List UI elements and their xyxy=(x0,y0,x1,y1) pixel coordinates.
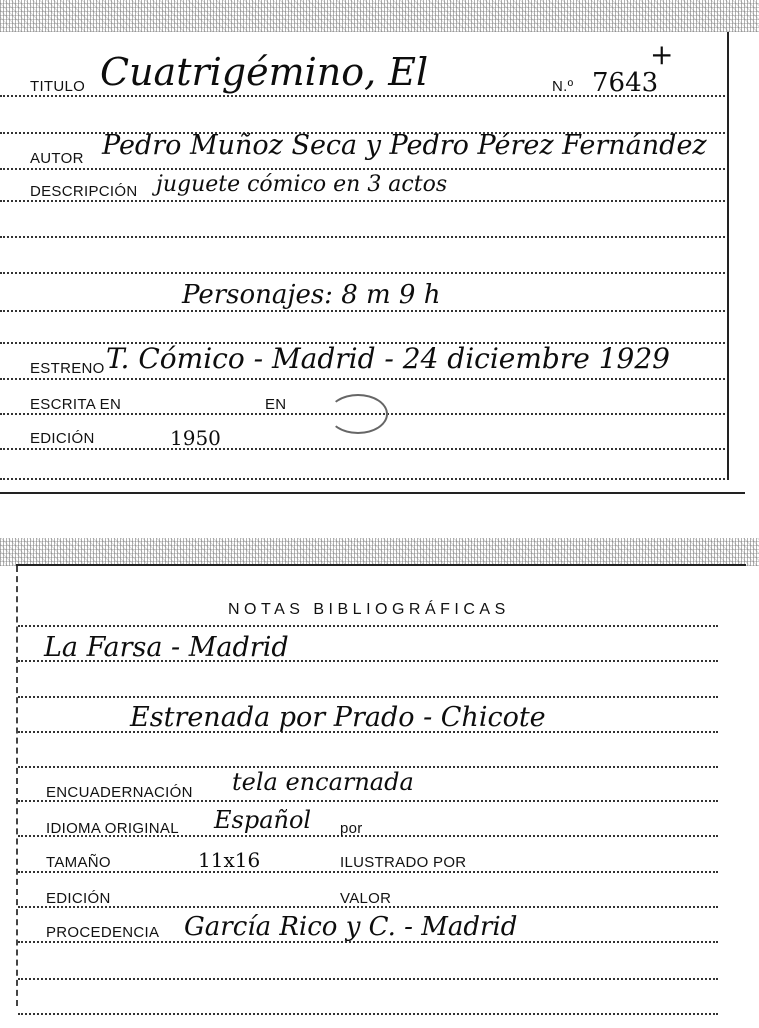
edicion-label: EDICIÓN xyxy=(30,430,95,447)
idioma-label: IDIOMA ORIGINAL xyxy=(46,820,179,837)
rule-line xyxy=(0,478,725,480)
en-label: EN xyxy=(265,396,287,413)
tamano-label: TAMAÑO xyxy=(46,854,111,871)
titulo-label: TITULO xyxy=(30,78,86,95)
tamano-value: 11x16 xyxy=(198,848,261,872)
edicion-label-notes: EDICIÓN xyxy=(46,890,111,907)
rule-line xyxy=(0,378,725,380)
rule-line xyxy=(18,978,718,980)
numero-label: N.º xyxy=(552,78,574,95)
por-label: por xyxy=(340,820,363,837)
card-top-edge xyxy=(16,564,746,566)
rule-line xyxy=(18,625,718,627)
notes-heading: NOTAS BIBLIOGRÁFICAS xyxy=(228,601,510,618)
note-line-1: La Farsa - Madrid xyxy=(44,632,289,663)
numero-mark: + xyxy=(650,38,674,71)
rule-line xyxy=(18,1013,718,1015)
ilustrado-label: ILUSTRADO POR xyxy=(340,854,467,871)
escrita-en-label: ESCRITA EN xyxy=(30,396,122,413)
encuadernacion-label: ENCUADERNACIÓN xyxy=(46,784,193,801)
rule-line xyxy=(0,168,725,170)
personajes-value: Personajes: 8 m 9 h xyxy=(182,280,441,310)
rule-line xyxy=(0,236,725,238)
autor-label: AUTOR xyxy=(30,150,84,167)
procedencia-label: PROCEDENCIA xyxy=(46,924,160,941)
note-line-2: Estrenada por Prado - Chicote xyxy=(130,702,546,733)
catalog-card xyxy=(0,0,759,495)
card-right-edge xyxy=(727,32,729,480)
rule-line xyxy=(18,871,718,873)
procedencia-value: García Rico y C. - Madrid xyxy=(184,912,518,942)
rule-line xyxy=(0,200,725,202)
numero-value: 7643 xyxy=(592,68,659,98)
estreno-label: ESTRENO xyxy=(30,360,105,377)
edicion-value: 1950 xyxy=(170,426,221,450)
descripcion-value: juguete cómico en 3 actos xyxy=(156,172,448,197)
card-left-edge xyxy=(16,566,18,1006)
card-bottom-edge xyxy=(0,492,745,494)
notes-card xyxy=(0,538,759,1028)
encuadernacion-value: tela encarnada xyxy=(232,768,414,796)
estreno-value: T. Cómico - Madrid - 24 diciembre 1929 xyxy=(106,342,670,375)
ink-smudge xyxy=(328,394,388,434)
titulo-value: Cuatrigémino, El xyxy=(100,50,429,94)
idioma-value: Español xyxy=(214,806,312,834)
valor-label: VALOR xyxy=(340,890,392,907)
rule-line xyxy=(0,448,725,450)
autor-value: Pedro Muñoz Seca y Pedro Pérez Fernández xyxy=(102,130,707,161)
rule-line xyxy=(18,696,718,698)
rule-line xyxy=(0,272,725,274)
scan-noise-top xyxy=(0,0,759,32)
scan-noise-bottom xyxy=(0,538,759,566)
rule-line xyxy=(0,310,725,312)
descripcion-label: DESCRIPCIÓN xyxy=(30,183,138,200)
